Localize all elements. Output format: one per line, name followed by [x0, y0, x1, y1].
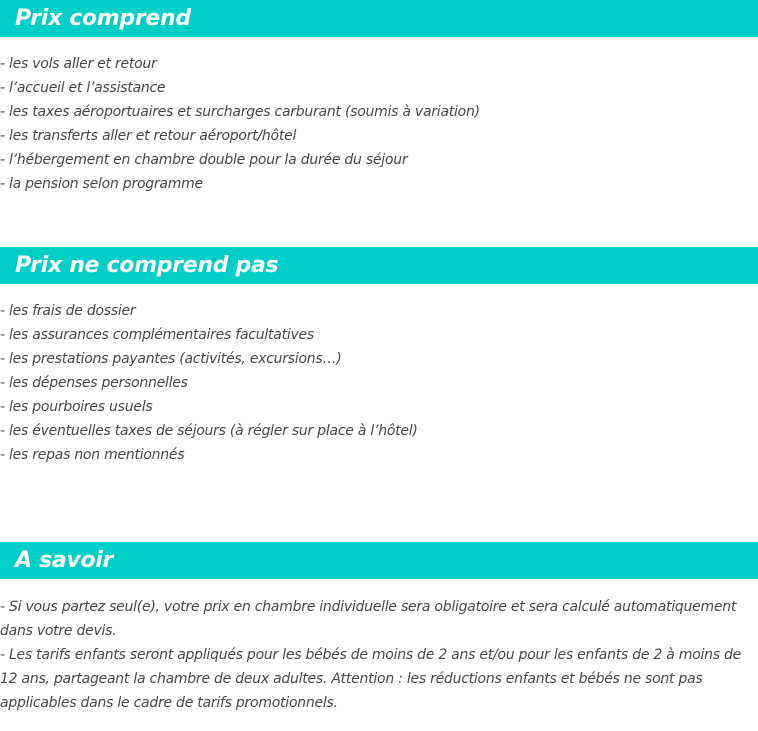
list-item: - les pourboires usuels: [0, 399, 153, 415]
info-paragraph: - Si vous partez seul(e), votre prix en chambre individuelle sera obligatoire et sera calculé automatiquement dans votre devis.: [0, 599, 737, 639]
list-item: - les prestations payantes (activités, excursions…): [0, 351, 342, 367]
list-item: - les éventuelles taxes de séjours (à régler sur place à l’hôtel): [0, 423, 418, 439]
info-paragraph: - Les tarifs enfants seront appliqués pour les bébés de moins de 2 ans et/ou pour les enfants de 2 à moins de 12 ans, partageant la chambre de deux adultes. Attention : les réductions enfants et bébés ne sont pas applicables dans le cadre de tarifs promotionnels.: [0, 647, 742, 711]
section-header-excluded: Prix ne comprend pas: [0, 247, 758, 284]
list-item: - les dépenses personnelles: [0, 375, 188, 391]
list-item: - la pension selon programme: [0, 176, 203, 192]
section-header-good-to-know: A savoir: [0, 542, 758, 579]
list-item: - les repas non mentionnés: [0, 447, 185, 463]
included-list: [0, 52, 758, 196]
list-item: - les assurances complémentaires facultatives: [0, 327, 314, 343]
section-header-included: Prix comprend: [0, 0, 758, 37]
list-item: - les taxes aéroportuaires et surcharges carburant (soumis à variation): [0, 104, 480, 120]
list-item: - les frais de dossier: [0, 303, 136, 319]
list-item: - les vols aller et retour: [0, 56, 157, 72]
list-item: - les transferts aller et retour aéroport/hôtel: [0, 128, 297, 144]
excluded-list: [0, 299, 758, 467]
list-item: - l’accueil et l’assistance: [0, 80, 166, 96]
list-item: - l’hébergement en chambre double pour la durée du séjour: [0, 152, 408, 168]
